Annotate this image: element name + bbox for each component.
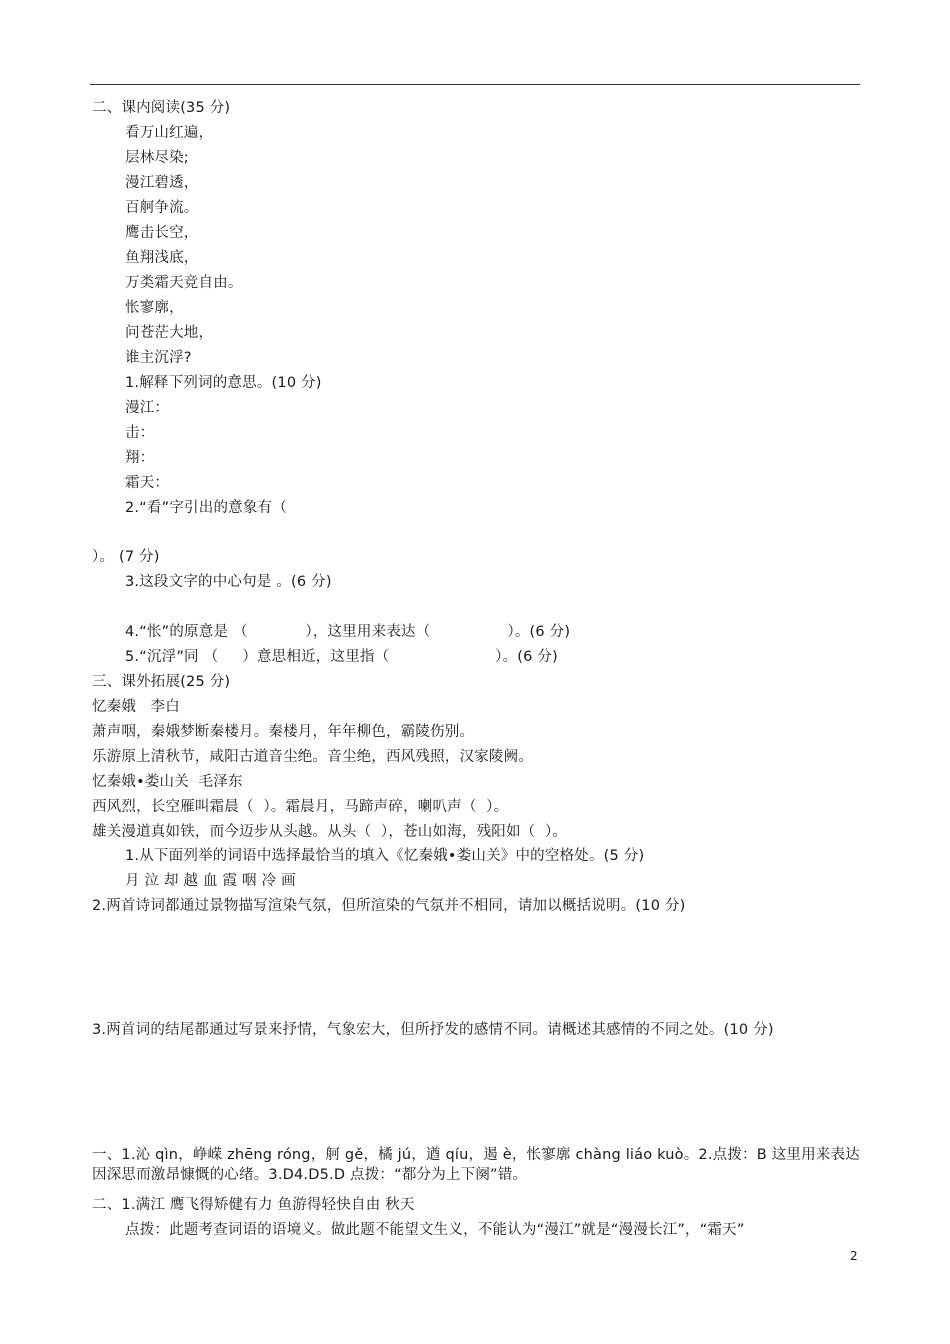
section-3-title: 三、课外拓展(25 分) <box>92 674 231 690</box>
answer-paragraph-1: 一、1.沁 qìn，峥嵘 zhēng róng，舸 gě，橘 jú，遒 qíu，遏 è，怅寥廓 chàng liáo kuò。2.点拨：B 这里用来表达因深思而激昂慷慨的心绪。3.D4.D5.D 点拨：“都分为上下阕”错。 <box>92 1147 860 1183</box>
poem-2-line: 萧声咽，秦娥梦断秦楼月。秦楼月，年年柳色，霸陵伤别。 <box>92 724 475 740</box>
header-rule <box>90 84 860 85</box>
question-3: 3.这段文字的中心句是 。(6 分) <box>125 574 332 590</box>
poem-3-line: 雄关漫道真如铁，而今迈步从头越。从头（ ），苍山如海，残阳如（ ）。 <box>92 824 568 840</box>
poem-line: 鱼翔浅底， <box>125 250 199 266</box>
poem-line: 百舸争流。 <box>125 200 199 216</box>
question-2-end: ）。 (7 分) <box>92 549 160 565</box>
poem-3-title: 忆秦娥•娄山关 毛泽东 <box>92 774 243 790</box>
poem-line: 鹰击长空， <box>125 225 199 241</box>
word-item: 击： <box>125 425 155 441</box>
word-item: 漫江： <box>125 400 170 416</box>
answer-paragraph-2: 二、1.满江 鹰飞得矫健有力 鱼游得轻快自由 秋天 <box>92 1197 415 1213</box>
poem-2-line: 乐游原上清秋节，咸阳古道音尘绝。音尘绝，西风残照，汉家陵阙。 <box>92 749 533 765</box>
answer-paragraph-3: 点拨：此题考查词语的语境义。做此题不能望文生义，不能认为“漫江”就是“漫漫长江”，“霜天” <box>125 1222 745 1238</box>
question-5: 5.“沉浮”同 （ ）意思相近，这里指（ ）。(6 分) <box>125 649 558 665</box>
word-item: 霜天： <box>125 475 170 491</box>
question-4: 4.“怅”的原意是 （ ），这里用来表达（ ）。(6 分) <box>125 624 571 640</box>
poem-line: 层林尽染; <box>125 150 189 166</box>
page-number: 2 <box>850 1249 858 1263</box>
poem-line: 看万山红遍， <box>125 125 214 141</box>
word-item: 翔： <box>125 450 155 466</box>
extension-question-3: 3.两首词的结尾都通过写景来抒情，气象宏大，但所抒发的感情不同。请概述其感情的不同之处。(10 分) <box>92 1022 774 1038</box>
section-2-title: 二、课内阅读(35 分) <box>92 100 231 116</box>
extension-question-2: 2.两首诗词都通过景物描写渲染气氛，但所渲染的气氛并不相同，请加以概括说明。(10 分) <box>92 898 686 914</box>
extension-question-1: 1.从下面列举的词语中选择最恰当的填入《忆秦娥•娄山关》中的空格处。(5 分) <box>125 848 645 864</box>
poem-line: 漫江碧透， <box>125 175 199 191</box>
poem-line: 怅寥廓， <box>125 300 184 316</box>
poem-line: 万类霜天竞自由。 <box>125 275 243 291</box>
question-1: 1.解释下列词的意思。(10 分) <box>125 375 322 391</box>
poem-line: 谁主沉浮? <box>125 350 192 366</box>
question-2: 2.“看”字引出的意象有（ <box>125 500 287 516</box>
poem-2-title: 忆秦娥 李白 <box>92 699 180 715</box>
poem-3-line: 西风烈，长空雁叫霜晨（ ）。霜晨月，马蹄声碎，喇叭声（ ）。 <box>92 799 509 815</box>
poem-line: 问苍茫大地， <box>125 325 214 341</box>
extension-word-list: 月 泣 却 越 血 霞 咽 冷 画 <box>125 873 296 889</box>
